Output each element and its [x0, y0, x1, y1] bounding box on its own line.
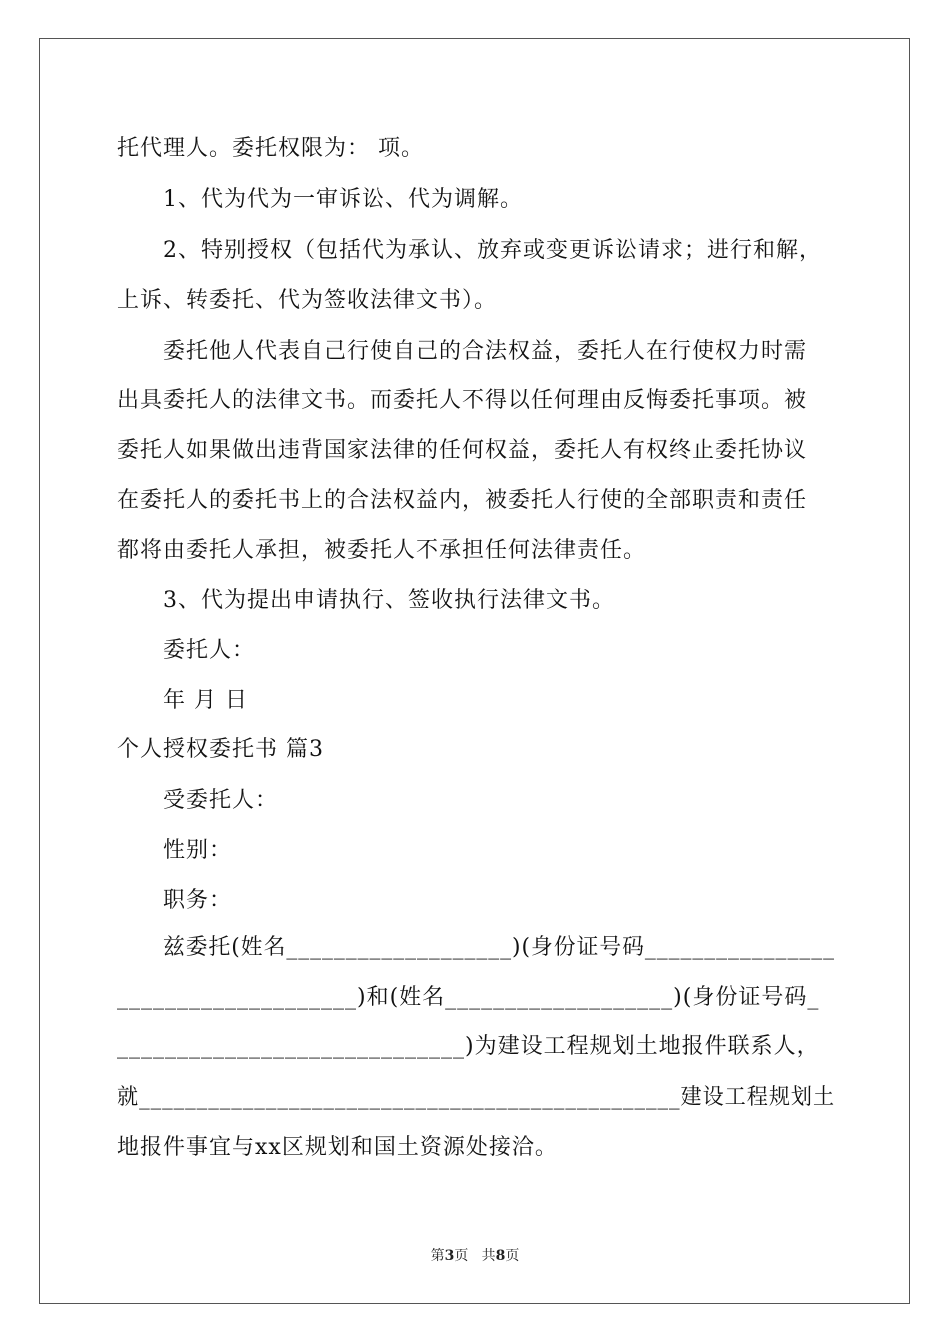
paragraph-line: 在委托人的委托书上的合法权益内，被委托人行使的全部职责和责任 [117, 488, 808, 513]
form-line: 兹委托(姓名___________________)(身份证号码________________ [163, 935, 835, 960]
signature-label: 委托人： [163, 638, 256, 663]
section-title: 个人授权委托书 篇3 [117, 737, 324, 762]
page-number-footer [0, 1247, 950, 1265]
paragraph-line: 都将由委托人承担，被委托人不承担任何法律责任。 [117, 538, 647, 563]
field-label: 职务： [163, 888, 233, 913]
page-frame [39, 38, 910, 1304]
body-line: 托代理人。委托权限为： 项。 [117, 136, 424, 161]
page-total: 8 [495, 1248, 506, 1264]
form-line: 就_______________________________________________建设工程规划土 [117, 1085, 836, 1110]
field-label: 受委托人： [163, 788, 279, 813]
page-prefix: 第 [430, 1248, 445, 1264]
page-suffix: 页 [505, 1248, 520, 1264]
paragraph-line: 出具委托人的法律文书。而委托人不得以任何理由反悔委托事项。被 [117, 388, 808, 413]
form-line: _____________________________)为建设工程规划土地报件联系人， [117, 1034, 820, 1059]
page-mid: 页 共 [454, 1248, 496, 1264]
form-line: ____________________)和(姓名___________________)(身份证号码_ [117, 985, 820, 1010]
list-item: 2、特别授权（包括代为承认、放弃或变更诉讼请求；进行和解， [163, 238, 822, 263]
list-item: 1、代为代为一审诉讼、代为调解。 [163, 187, 523, 212]
paragraph-line: 委托他人代表自己行使自己的合法权益，委托人在行使权力时需 [163, 339, 808, 364]
paragraph-line: 委托人如果做出违背国家法律的任何权益，委托人有权终止委托协议 [117, 438, 808, 463]
list-item: 3、代为提出申请执行、签收执行法律文书。 [163, 588, 615, 613]
date-line: 年 月 日 [163, 688, 248, 713]
form-line: 地报件事宜与xx区规划和国土资源处接洽。 [117, 1135, 558, 1160]
field-label: 性别： [163, 838, 233, 863]
page-current: 3 [444, 1248, 455, 1264]
body-line: 上诉、转委托、代为签收法律文书）。 [117, 288, 498, 313]
